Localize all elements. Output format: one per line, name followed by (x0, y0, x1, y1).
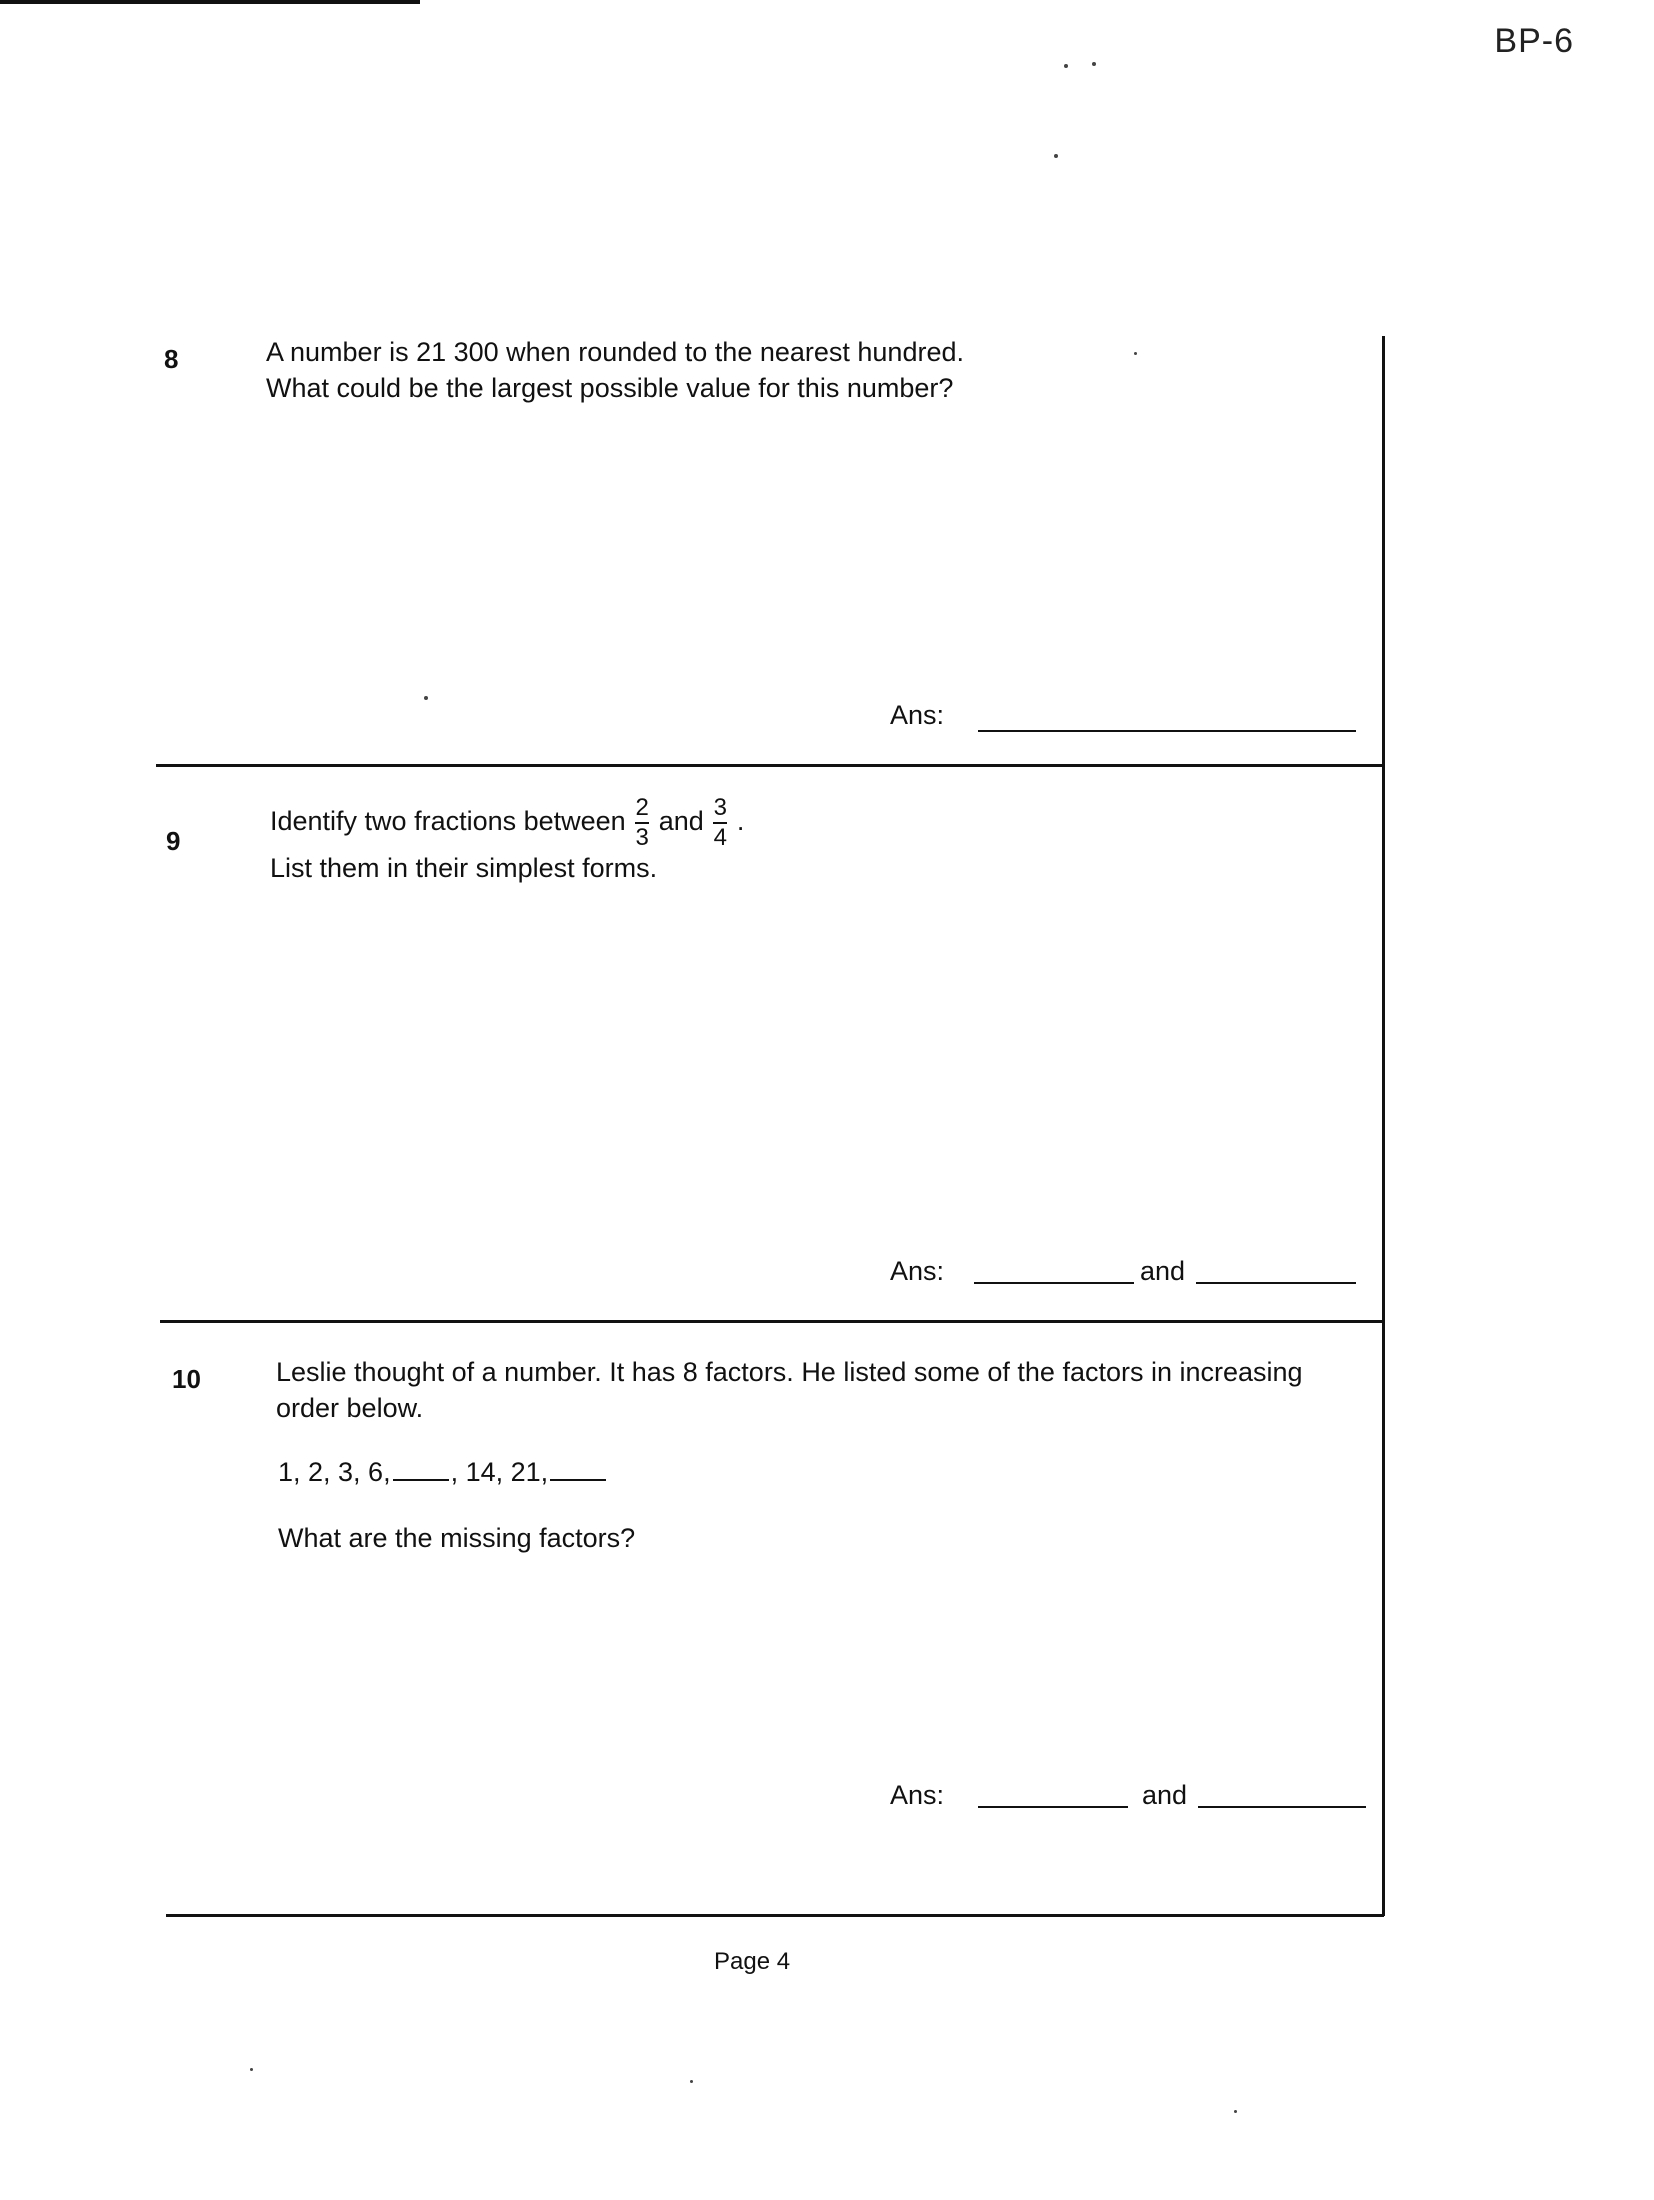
divider-line (160, 1320, 1384, 1323)
fraction-two-thirds (635, 796, 649, 850)
question-line-end: . (736, 806, 745, 837)
scan-speck (1054, 154, 1058, 158)
denominator: 4 (713, 824, 727, 851)
scan-speck (690, 2080, 693, 2083)
missing-factor-blank[interactable] (550, 1479, 606, 1481)
question-line: What could be the largest possible value for this number? (266, 373, 954, 403)
question-line: A number is 21 300 when rounded to the nearest hundred. (266, 337, 964, 367)
scan-speck (1134, 352, 1137, 355)
answer-blank[interactable] (974, 1282, 1134, 1284)
answer-label: Ans: (890, 1256, 945, 1286)
numerator: 3 (713, 794, 727, 821)
question-line: List them in their simplest forms. (270, 853, 658, 883)
right-frame-line (1382, 336, 1385, 1916)
question-line (270, 796, 744, 850)
scan-speck (424, 696, 428, 700)
connector-text: and (658, 806, 704, 837)
numerator: 2 (635, 794, 649, 821)
question-line-start: Identify two fractions between (270, 806, 626, 837)
page-number: Page 4 (714, 1948, 791, 1975)
denominator: 3 (635, 824, 649, 851)
top-edge-bar (0, 0, 420, 4)
question-text (270, 796, 744, 886)
answer-blank[interactable] (978, 730, 1356, 732)
question-number: 10 (172, 1364, 201, 1394)
question-line: order below. (276, 1393, 424, 1423)
answer-connector: and (1142, 1780, 1188, 1810)
sequence-part: , 14, 21, (450, 1457, 549, 1487)
divider-line (166, 1914, 1384, 1917)
sequence-part: 1, 2, 3, 6, (278, 1457, 391, 1487)
answer-connector: and (1140, 1256, 1186, 1286)
scan-speck (1092, 62, 1096, 66)
question-prompt: What are the missing factors? (278, 1523, 636, 1553)
question-line: Leslie thought of a number. It has 8 factors. He listed some of the factors in increasing (276, 1357, 1303, 1387)
scan-speck (250, 2068, 253, 2071)
question-text (266, 334, 964, 406)
question-text (276, 1354, 1303, 1426)
page-code: BP-6 (1494, 22, 1574, 60)
factor-sequence (278, 1454, 608, 1490)
scan-speck (1064, 64, 1068, 68)
question-number: 8 (164, 344, 179, 374)
answer-blank[interactable] (1196, 1282, 1356, 1284)
question-number: 9 (166, 826, 181, 856)
fraction-three-quarters (713, 796, 727, 850)
answer-blank[interactable] (1198, 1806, 1366, 1808)
missing-factor-blank[interactable] (393, 1479, 449, 1481)
answer-label: Ans: (890, 700, 945, 730)
answer-label: Ans: (890, 1780, 945, 1810)
answer-blank[interactable] (978, 1806, 1128, 1808)
divider-line (156, 764, 1384, 767)
scan-speck (1234, 2110, 1237, 2113)
